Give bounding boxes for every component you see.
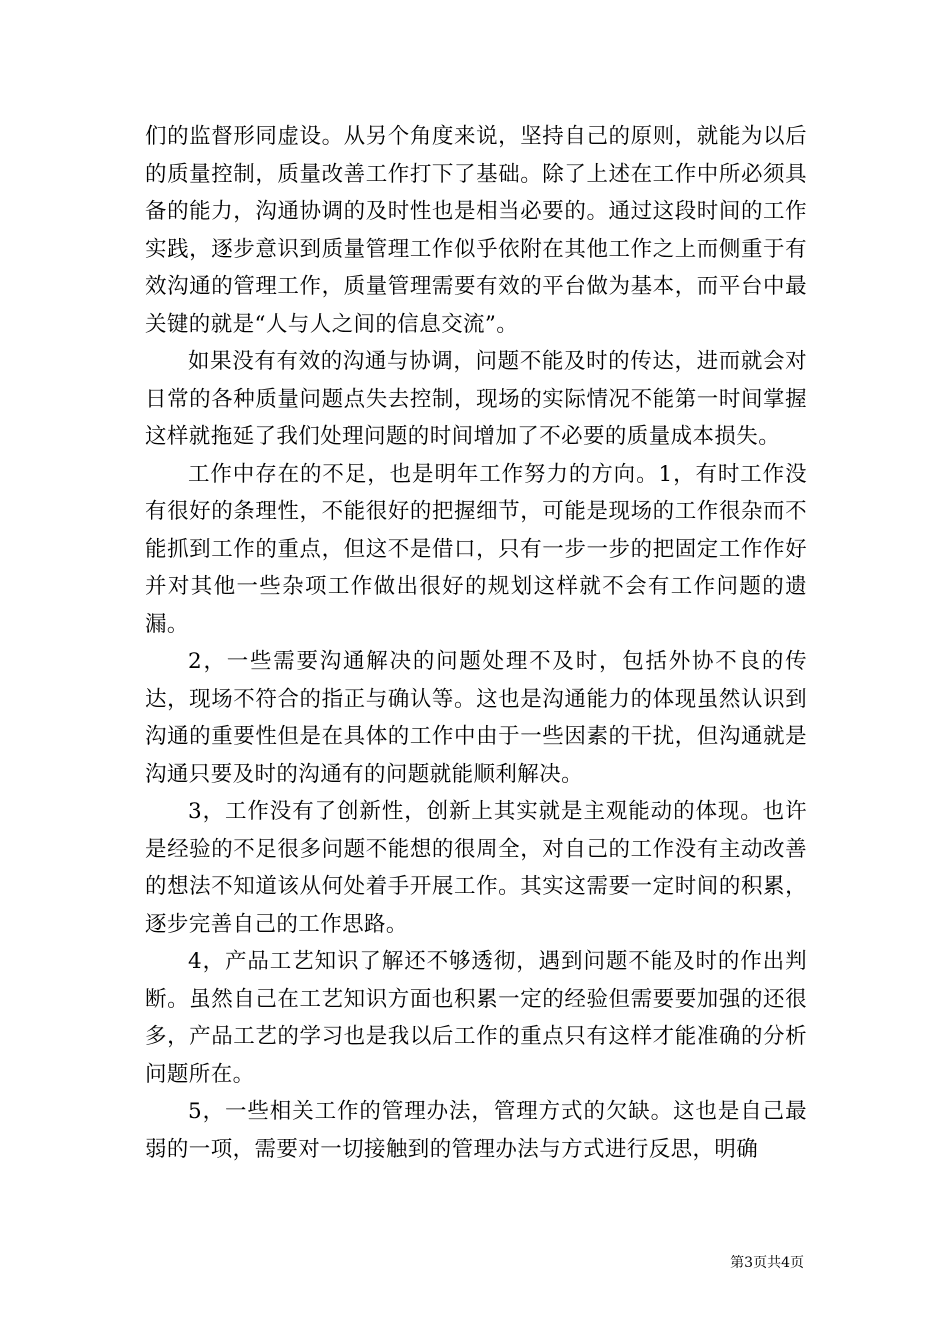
- paragraph-communication: 如果没有有效的沟通与协调，问题不能及时的传达，进而就会对日常的各种质量问题点失去控制，现场的实际情况不能第一时间掌握这样就拖延了我们处理问题的时间增加了不必要的质量成本损失。: [145, 349, 807, 449]
- paragraph-shortcomings-1: 工作中存在的不足，也是明年工作努力的方向。1，有时工作没有很好的条理性，不能很好的把握细节，可能是现场的工作很杂而不能抓到工作的重点，但这不是借口，只有一步一步的把固定工作作好并对其他一些杂项工作做出很好的规划这样就不会有工作问题的遗漏。: [145, 461, 807, 637]
- paragraph-shortcomings-5: 5，一些相关工作的管理办法，管理方式的欠缺。这也是自己最弱的一项，需要对一切接触到的管理办法与方式进行反思，明确: [145, 1099, 807, 1162]
- paragraph-shortcomings-4: 4，产品工艺知识了解还不够透彻，遇到问题不能及时的作出判断。虽然自己在工艺知识方面也积累一定的经验但需要要加强的还很多，产品工艺的学习也是我以后工作的重点只有这样才能准确的分析问题所在。: [145, 949, 807, 1087]
- paragraph-shortcomings-3: 3，工作没有了创新性，创新上其实就是主观能动的体现。也许是经验的不足很多问题不能想的很周全，对自己的工作没有主动改善的想法不知道该从何处着手开展工作。其实这需要一定时间的积累，逐步完善自己的工作思路。: [145, 799, 807, 937]
- paragraph-continued: 们的监督形同虚设。从另个角度来说，坚持自己的原则，就能为以后的质量控制，质量改善工作打下了基础。除了上述在工作中所必须具备的能力，沟通协调的及时性也是相当必要的。通过这段时间的工作实践，逐步意识到质量管理工作似乎依附在其他工作之上而侧重于有效沟通的管理工作，质量管理需要有效的平台做为基本，而平台中最关键的就是“人与人之间的信息交流”。: [145, 124, 807, 337]
- document-body: [145, 118, 807, 1168]
- paragraph-shortcomings-2: 2，一些需要沟通解决的问题处理不及时，包括外协不良的传达，现场不符合的指正与确认等。这也是沟通能力的体现虽然认识到沟通的重要性但是在具体的工作中由于一些因素的干扰，但沟通就是沟通只要及时的沟通有的问题就能顺利解决。: [145, 649, 807, 787]
- page-number-footer: 第3页共4页: [730, 1255, 804, 1271]
